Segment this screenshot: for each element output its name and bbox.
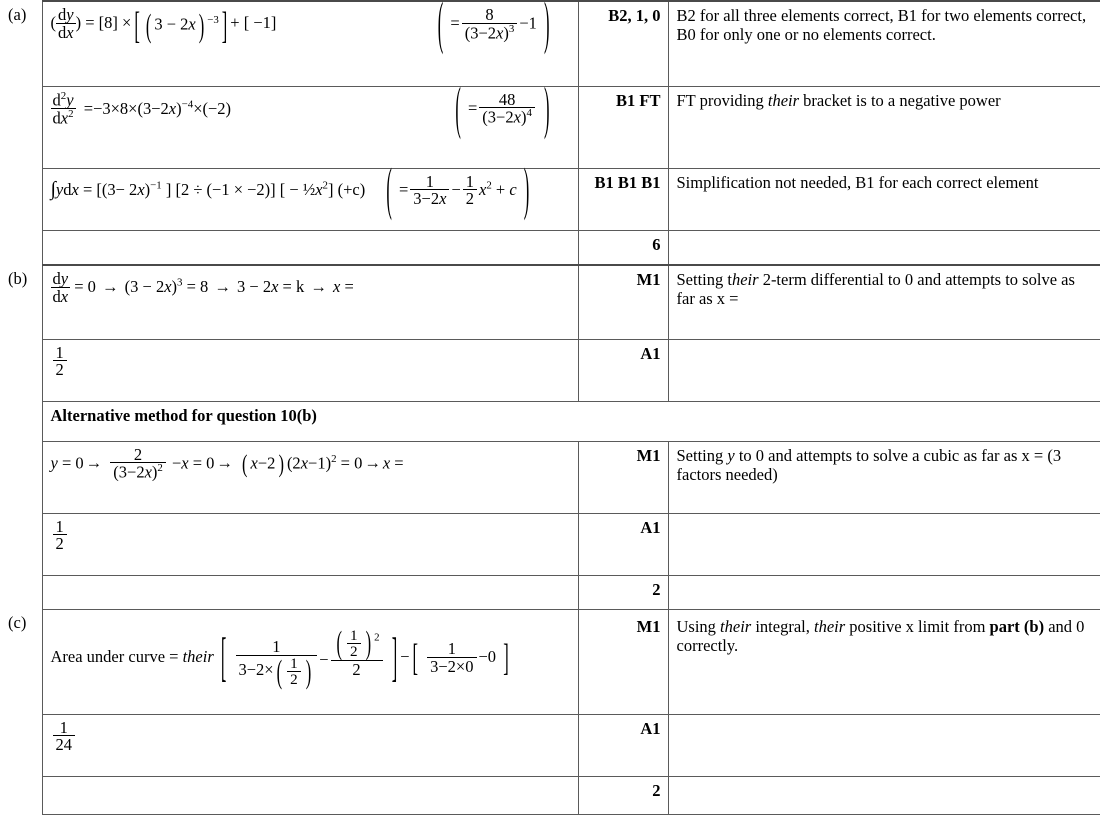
- note-cell-a-total: [668, 230, 1100, 265]
- table-row: [0, 441, 1100, 513]
- working-cell-a-total: [42, 230, 578, 265]
- note-c1-italic-1: their: [720, 616, 752, 636]
- mark-cell-b4: A1: [578, 513, 668, 575]
- note-b3-post: to 0 and attempts to solve a cubic as far as x = (3 factors needed): [676, 445, 1062, 484]
- fraction-denominator: 2: [53, 360, 67, 378]
- their-italic-label: their: [182, 646, 214, 666]
- note-a2-italic: their: [767, 90, 800, 110]
- note-b1-italic: heir: [731, 270, 759, 289]
- note-cell-a1: B2 for all three elements correct, B1 for two elements correct, B0 for only one or no elements correct.: [668, 1, 1100, 86]
- expression-integral: $\int ydx = [(3- 2x)^{-1}$ ] [2 ÷ (−1 × −2)] [ − $\frac{1}{2}x^2$] (+c): [50, 178, 366, 201]
- fraction-numerator: 1: [55, 516, 64, 536]
- note-c1-italic-2: their: [814, 616, 846, 636]
- note-c1-mid-2: positive x limit from: [845, 616, 990, 636]
- note-cell-b3: [668, 441, 1100, 513]
- answer-fraction-b4: [51, 516, 69, 554]
- expression-b3: y = 0 → $\frac{2}{(3-2x)^2}$ −x = 0 → ( x−2 ) $(2x-1)^2 = 0 \to x$ =: [50, 444, 404, 482]
- part-label-b: (b): [0, 265, 42, 401]
- note-b1-post: 2-term differential to 0 and attempts to solve as far as x =: [676, 270, 1075, 309]
- note-cell-c2: [668, 714, 1100, 776]
- mark-cell-b1: M1: [578, 265, 668, 339]
- part-label-b-alt: [0, 401, 42, 609]
- note-b3-italic: y: [727, 445, 735, 465]
- expression-a2-result: ( = $\frac{48}{(3-2x)^4}$ ): [455, 74, 550, 141]
- working-cell-c1: [42, 609, 578, 714]
- mark-cell-b2: A1: [578, 339, 668, 401]
- working-cell-c-total: [42, 776, 578, 814]
- note-c1-mid-1: integral,: [751, 616, 814, 636]
- mark-cell-b-total: 2: [578, 575, 668, 609]
- note-cell-a3: Simplification not needed, B1 for each correct element: [668, 168, 1100, 230]
- note-c1-post: and 0 correctly.: [676, 616, 1085, 655]
- note-cell-b2: [668, 339, 1100, 401]
- table-row: [0, 1, 1100, 86]
- working-cell-a1: [42, 1, 578, 86]
- table-row: [0, 776, 1100, 814]
- answer-fraction-c2: [51, 717, 78, 755]
- table-row: [0, 230, 1100, 265]
- mark-cell-c2: A1: [578, 714, 668, 776]
- fraction-denominator: 24: [53, 735, 76, 753]
- note-c1-bold: part (b): [989, 616, 1045, 636]
- working-cell-c2: [42, 714, 578, 776]
- table-row: [0, 575, 1100, 609]
- expression-dy-dx: ( $\frac{dy}{dx}$ ) = [8] × [ ( 3 − 2x ) $^{-3}$ ] + [ −1]: [50, 2, 277, 47]
- mark-cell-c1: M1: [578, 609, 668, 714]
- note-cell-c1: [668, 609, 1100, 714]
- expression-second-derivative: $\frac{d^2y}{dx^2}$ $=-3\times 8\times(3-2x)^{-4}\times(-2)$: [52, 89, 232, 128]
- working-cell-b3: [42, 441, 578, 513]
- note-b3-pre: Setting: [676, 445, 728, 465]
- part-label-a: (a): [0, 1, 42, 265]
- note-a2-post: bracket is to a negative power: [799, 90, 1001, 110]
- table-row: [0, 339, 1100, 401]
- working-cell-b-total: [42, 575, 578, 609]
- note-c1-pre: Using: [676, 616, 721, 636]
- mark-cell-a3: B1 B1 B1: [578, 168, 668, 230]
- table-row: [0, 86, 1100, 168]
- note-cell-c-total: [668, 776, 1100, 814]
- working-cell-a3: [42, 155, 578, 230]
- table-row: [0, 168, 1100, 230]
- mark-cell-a-total: 6: [578, 230, 668, 265]
- working-cell-a2: [42, 74, 578, 168]
- area-under-curve-label: Area under curve =: [50, 646, 183, 666]
- expression-b1: $\frac{dy}{dx}$ = $0 \to (3 - 2x)^3 = 8 \to 3 - 2x = k \to x$ =: [52, 269, 354, 307]
- table-row: [0, 513, 1100, 575]
- fraction-numerator: 1: [59, 717, 68, 737]
- table-row-alt-header: [0, 401, 1100, 441]
- alternative-method-header: Alternative method for question 10(b): [42, 401, 1100, 441]
- note-cell-a2: [668, 86, 1100, 168]
- table-row: [0, 265, 1100, 339]
- mark-cell-a2: B1 FT: [578, 86, 668, 168]
- table-row: [0, 609, 1100, 714]
- mark-cell-c-total: 2: [578, 776, 668, 814]
- working-cell-b2: [42, 339, 578, 401]
- answer-fraction-b2: [51, 342, 69, 380]
- note-a2-pre: FT providing: [676, 90, 768, 110]
- note-cell-b4: [668, 513, 1100, 575]
- expression-a1-result: ( = $\frac{8}{(3-2x)^3}$ −1 ): [437, 0, 550, 57]
- mark-cell-a1: B2, 1, 0: [578, 1, 668, 86]
- note-b1-pre: Setting t: [676, 270, 732, 289]
- table-row: [0, 714, 1100, 776]
- working-cell-b1: [42, 265, 578, 339]
- note-cell-b1: [668, 265, 1100, 339]
- fraction-denominator: 2: [53, 534, 67, 552]
- expression-area-under-curve: Area under curve = their [ 1 3−2× ( $\frac{1}{2}$ ) − ( $\frac{1}{2}$ ) $^2$ 2 ] − [ $\frac{1}{3-2\times 0}$ −0 ]: [50, 623, 509, 691]
- mark-cell-b3: M1: [578, 441, 668, 513]
- part-label-c: (c): [0, 609, 42, 814]
- expression-a3-result: ( = $\frac{1}{3-2x}$ − $\frac{1}{2}$ $x^2 + c$ ): [386, 155, 530, 223]
- working-cell-b4: [42, 513, 578, 575]
- note-cell-b-total: [668, 575, 1100, 609]
- fraction-numerator: 1: [55, 342, 64, 362]
